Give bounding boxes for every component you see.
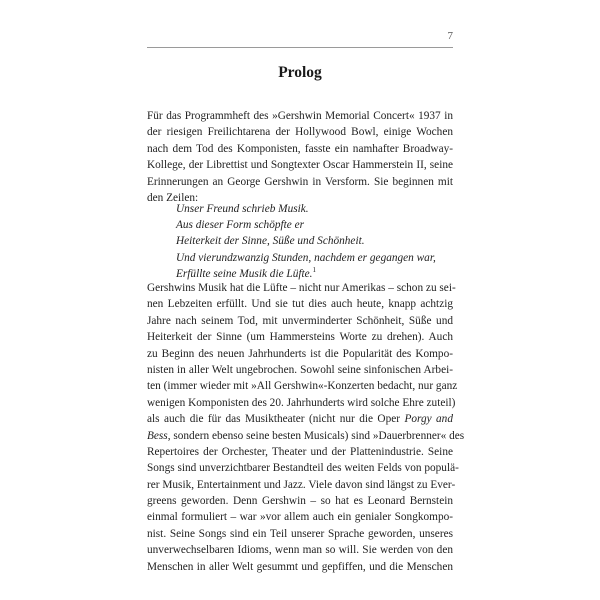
header-rule <box>147 47 453 48</box>
opera-title: Bess <box>147 429 168 442</box>
poem-line: Unser Freund schrieb Musik. <box>176 203 309 215</box>
body-line: rer Musik, Entertainment und Jazz. Viele davon sind längst zu Ever- <box>147 478 456 491</box>
poem-line: Heiterkeit der Sinne, Süße und Schönheit. <box>176 235 365 248</box>
intro-line: nach dem Tod des Komponisten, fasste ein namhafter Broadway- <box>147 142 453 155</box>
body-paragraph <box>147 280 465 575</box>
body-line: einmal formuliert – war »vor allem auch ein genialer Songkompo- <box>147 511 453 524</box>
intro-line: der riesigen Freilichtarena der Hollywood Bowl, einige Wochen <box>147 126 453 139</box>
body-line: nen Lebzeiten erfüllt. Und sie tut dies auch heute, knapp achtzig <box>147 298 453 311</box>
body-line: Menschen in aller Welt gesummt und gepfiffen, und die Menschen <box>147 560 453 573</box>
body-line: Bess, sondern ebenso seine besten Musicals) sind »Dauerbrenner« des <box>147 429 465 442</box>
body-line: Heiterkeit der Sinne (um Hammersteins Worte zu drehen). Auch <box>147 331 453 344</box>
page-number: 7 <box>447 30 453 42</box>
chapter-title: Prolog <box>278 64 322 81</box>
body-line: Gershwins Musik hat die Lüfte – nicht nur Amerikas – schon zu sei- <box>147 282 456 294</box>
body-line: zu Beginn des neuen Jahrhunderts ist die Popularität des Kompo- <box>147 347 453 360</box>
body-line: wenigen Komponisten des 20. Jahrhunderts wird solche Ehre zuteil) <box>147 396 456 409</box>
body-line: unverwechselbaren Idioms, wenn man so will. Sie werden von den <box>147 544 453 557</box>
intro-line: Erinnerungen an George Gershwin in Versform. Sie beginnen mit <box>147 175 453 188</box>
poem-line: Und vierundzwanzig Stunden, nachdem er gegangen war, <box>176 251 436 264</box>
body-line: greens geworden. Denn Gershwin – so hat es Leonard Bernstein <box>147 495 453 508</box>
footnote-marker[interactable]: 1 <box>312 266 316 275</box>
intro-paragraph <box>147 108 453 206</box>
intro-line: Für das Programmheft des »Gershwin Memorial Concert« 1937 in <box>147 110 453 122</box>
intro-line: den Zeilen: <box>147 191 199 204</box>
poem-line: Aus dieser Form schöpfte er <box>176 219 305 232</box>
poem-quote <box>176 201 446 282</box>
poem-line-text: Erfüllte seine Musik die Lüfte. <box>176 267 313 280</box>
body-line: Repertoires der Orchester, Theater und der Plattenindustrie. Seine <box>147 445 453 458</box>
body-line: Songs sind unverzichtbarer Bestandteil des weiten Felds von populä- <box>147 462 459 475</box>
body-line: Jahre nach seinem Tod, mit unverminderter Schönheit, Süße und <box>147 314 453 327</box>
intro-line: Kollege, der Librettist und Songtexter Oscar Hammerstein II, seine <box>147 159 453 172</box>
body-line: nist. Seine Songs sind ein Teil unserer Sprache geworden, unseres <box>147 527 453 540</box>
body-line: ten (immer wieder mit »All Gershwin«-Konzerten bedacht, nur ganz <box>147 380 458 393</box>
body-line: als auch die für das Musiktheater (nicht nur die Oper Porgy and <box>147 413 453 426</box>
body-line: nisten in aller Welt ungebrochen. Sowohl seine sinfonischen Arbei- <box>147 363 453 376</box>
opera-title: Porgy and <box>404 413 453 426</box>
